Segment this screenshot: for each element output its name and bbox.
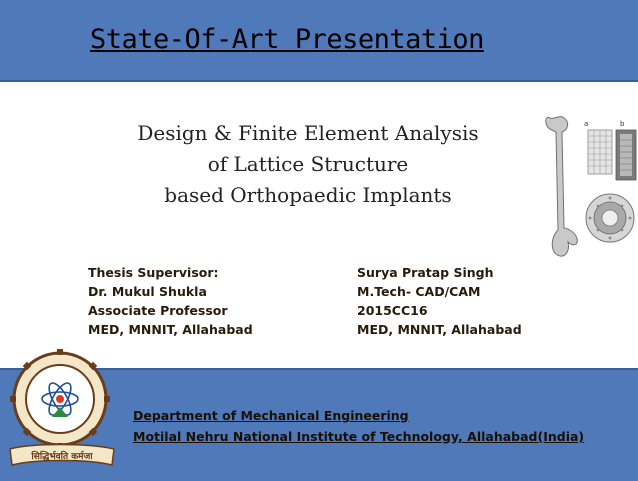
- logo-motto: सिद्धिर्भवति कर्मजा: [31, 452, 93, 462]
- subtitle-line-2: of Lattice Structure: [207, 152, 409, 176]
- student-name: Surya Pratap Singh: [357, 265, 494, 280]
- panel-b-label: b: [620, 120, 625, 128]
- supervisor-label: Thesis Supervisor:: [88, 265, 219, 280]
- slide-subtitle: [88, 118, 528, 211]
- subtitle-line-1: Design & Finite Element Analysis: [137, 121, 479, 145]
- supervisor-block: [88, 263, 253, 339]
- supervisor-name: Dr. Mukul Shukla: [88, 284, 207, 299]
- student-roll: 2015CC16: [357, 303, 428, 318]
- institute-logo: [2, 345, 122, 475]
- student-program: M.Tech- CAD/CAM: [357, 284, 481, 299]
- panel-a-label: a: [584, 120, 589, 128]
- supervisor-affiliation: MED, MNNIT, Allahabad: [88, 322, 253, 337]
- slide-title: State-Of-Art Presentation: [90, 24, 484, 55]
- supervisor-designation: Associate Professor: [88, 303, 228, 318]
- femur-lattice-figure: [540, 110, 638, 260]
- footer-affiliation: [133, 405, 584, 447]
- institute-name: Motilal Nehru National Institute of Technology, Allahabad(India): [133, 429, 585, 444]
- student-block: [357, 263, 522, 339]
- subtitle-line-3: based Orthopaedic Implants: [164, 183, 452, 207]
- department-name: Department of Mechanical Engineering: [133, 408, 409, 423]
- student-affiliation: MED, MNNIT, Allahabad: [357, 322, 522, 337]
